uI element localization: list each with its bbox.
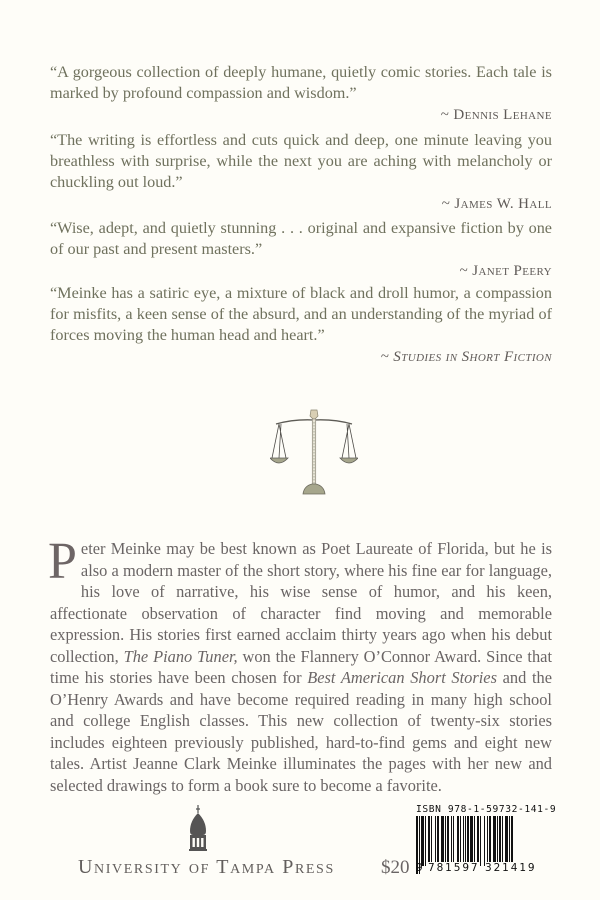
barcode-bar xyxy=(428,816,430,866)
barcode-bar xyxy=(499,816,501,866)
barcode-bar xyxy=(505,816,508,866)
quote-attribution: ~ Studies in Short Fiction xyxy=(380,349,552,365)
barcode-bar xyxy=(457,816,459,866)
barcode-bar xyxy=(435,816,436,866)
barcode-bar xyxy=(480,816,481,866)
barcode-first-digit: 9 xyxy=(416,862,425,874)
barcode-bar xyxy=(487,816,488,866)
drop-cap: P xyxy=(48,533,77,590)
barcode-bar xyxy=(470,816,473,866)
quote-block xyxy=(50,218,552,281)
barcode-bar xyxy=(425,816,426,866)
barcode-bar xyxy=(493,816,496,866)
barcode-right-digits: 321419 xyxy=(485,862,537,874)
book-title-best-american: Best American Short Stories xyxy=(307,668,497,687)
barcode-bar xyxy=(497,816,498,866)
quote-text: “The writing is effortless and cuts quick and deep, one minute leaving you breathless with surprise, while the next you are aching with melancholy or chuckling out loud.” xyxy=(50,131,552,191)
quote-text: “Wise, adept, and quietly stunning . . . original and expansive fiction by one of our past and present masters.” xyxy=(50,219,552,258)
barcode-bar xyxy=(467,816,469,866)
quote-attribution: ~ Dennis Lehane xyxy=(440,107,552,123)
quote-text: “A gorgeous collection of deeply humane, quietly comic stories. Each tale is marked by profound compassion and wisdom.” xyxy=(50,63,552,102)
barcode-bar xyxy=(460,816,461,866)
barcode-bar xyxy=(453,816,454,866)
isbn-label: ISBN 978-1-59732-141-9 xyxy=(416,804,557,815)
quote-block xyxy=(50,62,552,125)
price-label: $20 xyxy=(381,857,410,878)
barcode-bar xyxy=(489,816,491,866)
quote-attribution: ~ James W. Hall xyxy=(441,196,552,212)
quote-attribution: ~ Janet Peery xyxy=(459,263,552,279)
publisher-name: University of Tampa Press xyxy=(78,856,335,878)
barcode-bar xyxy=(477,816,479,866)
barcode-bar xyxy=(437,816,439,866)
barcode-bar xyxy=(431,816,432,866)
barcode-bar xyxy=(451,816,452,866)
book-description xyxy=(48,533,553,796)
barcode-bar xyxy=(484,816,485,866)
barcode-bar xyxy=(447,816,449,866)
description-text: eter Meinke may be best known as Poet Laureate of Florida, but he is also a modern master of the short story, where his fine ear for language, his love of narrative, his wise sense of humor, and his keen, affectionate observation of character find moving and memorable expression. His stories first earned acclaim thirty years ago when his debut collection, xyxy=(50,539,552,666)
barcode-bar xyxy=(445,816,446,866)
barcode-bar xyxy=(441,816,444,866)
quote-block xyxy=(50,283,552,367)
description-paragraph xyxy=(48,533,553,796)
description-text: and the O’Henry Awards and have become required reading in many high school and college English classes. This new collection of twenty-six stories includes eighteen previously published, hard-to-find gems and eight new tales. Artist Jeanne Clark Meinke illuminates the pages with her new and selected drawings to form a book sure to become a favorite. xyxy=(50,668,552,795)
quote-text: “Meinke has a satiric eye, a mixture of black and droll humor, a compassion for misfits, a keen sense of the absurd, and an understanding of the myriad of forces moving the human head and heart.” xyxy=(50,284,552,344)
scales-of-justice-icon xyxy=(270,408,358,498)
barcode-left-digits: 781597 xyxy=(428,862,480,874)
barcode-bar xyxy=(474,816,475,866)
barcode-bar xyxy=(421,816,424,866)
barcode-bar xyxy=(502,816,503,866)
quote-block xyxy=(50,130,552,214)
book-title-piano-tuner: The Piano Tuner, xyxy=(123,646,238,666)
description-text: won the Flannery O’Connor Award. Since that time his stories have been chosen for xyxy=(50,646,553,687)
